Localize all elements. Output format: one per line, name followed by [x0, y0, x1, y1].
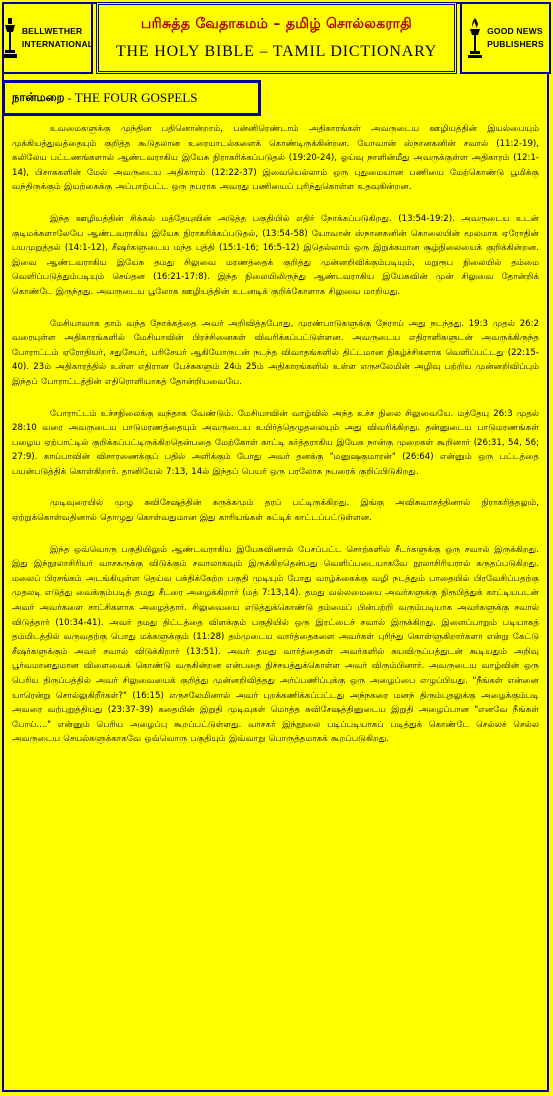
lamp-icon	[2, 16, 18, 60]
paragraph-1: உவமைகளுக்கு முந்தின பதினொன்றாம், பன்னிரெண்டாம் அதிகாரங்கள் அவருடைய ஊழியத்தின் இயல்பையும் முக்கியத்துவத்தையும் குறித்த கூடுதலான உரையாடல்களைக் கொண்டிருக்கின்றன. யோவான் ஸ்நானகனின் சவால் (11:2-19), கலிலேய பட்டணங்களால் ஆண்டவராகிய இயேசு நிராகரிக்கப்படுதல் (19:20-24), ஓய்வு நாளின்மீது அவருக்குள்ள அதிகாரம் (12:1-14), பிசாசுகளின் மேல் அவருடைய அதிகாரம் (12:22-37) இவையெல்லாம் ஒரு புதுமையான பணியை மேற்கொண்டு பூமிக்கு வந்திருக்கும் இயற்கைக்கு அப்பாற்பட்ட ஒரு நபராக அவரது பணியைப் புரிந்துகொள்ள உதவுகின்றன.	[12, 124, 539, 193]
section-title-separator: -	[67, 91, 72, 105]
paragraph-3: மேசியாவாக தாம் வந்த நோக்கத்தை அவர் அறிவித்தபோது, முரண்பாடுகளுக்கு நேராய் அது நடந்தது. 19:3 முதல் 26:2 வரையுள்ள அதிகாரங்களில் மேசியாவின் பிரச்சினைகள் விவரிக்கப்பட்டுள்ளன. அவருடைய எதிராளிகளுடன் அவருக்கிருந்த போராட்டம் ஏரோதியர், சதுசேயர், பரிசேயர் ஆகியோருடன் நடந்த விவாதங்களில் திட்டமான நிகழ்ச்சிகளாக வெளிப்பட்டது (22:15-40). 23ம் அதிகாரத்தில் உள்ள எதிரான பேச்சுகளும் 24ம் 25ம் அதிகாரங்களில் உள்ள எருசலேமின் அழிவு பற்றிய முன்னறிவிப்பும் இந்தப் போராட்டத்தின் எதிரொளியாகத் தோன்றியவையே.	[12, 318, 539, 387]
title-box	[96, 2, 457, 74]
paragraph-5: முடிவுரையில் முழு சுவிசேஷத்தின் சுருக்கமும் தரப் பட்டிருக்கிறது. இங்கு அவிசுவாசத்தினால் நிராகரித்தலும், ஏற்றுக்கொள்வதினால் தொழுது கொள்வதுமான இது காரியங்கள் சுட்டிக் காட்டப்பட்டுள்ளன.	[12, 498, 539, 524]
paragraph-2: இந்த ஊழியத்தின் சிக்கல் மத்தேயுவின் அடுத்த பகுதியில் எதிர் நோக்கப்படுகிறது. (13:54-19:2). அவருடைய உடன் குடிமக்களாலேயே ஆண்டவராகிய இயேசு நிராகரிக்கப்படுதல், (13:54-58) யோவான் ஸ்நானகனின் கொலையின் மூலமாக ஏரோதின் பயமுறுத்தல் (14:1-12), சீஷர்களுடைய மந்த புத்தி (15:1-16; 16:5-12) இதெல்லாம் ஒரு இறுக்கமான சூழ்நிலையைக் குறிக்கின்றன. இவை ஆண்டவராகிய இயேசு தமது சிலுவை மரணத்தைக் குறித்து முன்னறிவிக்கும்படியும், மறுரூப நிலையில் தம்மை வெளிப்படுத்தும்படியும் செய்தன (16:21-17:8). இந்த நிலையிலிருந்து ஆண்டவராகிய இயேசுவின் முன் சிலுவை தோன்றிக் கொண்டே இருந்தது. அவருடைய பூலோக ஊழியத்தின் உடனடிக் குறிக்கோளாக சிலுவை மாறியது.	[12, 213, 539, 297]
title-tamil: பரிசுத்த வேதாகமம் – தமிழ் சொல்லகராதி	[140, 15, 413, 32]
good-news-logo[interactable]	[460, 2, 551, 74]
paragraph-4: போராட்டம் உச்சநிலைக்கு வந்தாக வேண்டும். மேசியாவின் வாழ்வில் அந்த உச்ச நிலை சிலுவையே. மத்தேயு 26:3 முதல் 28:10 வரை அவருடைய பாடுமரணத்தையும் அவருடைய உயிர்த்தெழுதலையும் அது விவரிக்கிறது. தன்னுடைய பாடுமரணங்கள் பழைய ஏற்பாட்டில் குறிக்கப்பட்டிருக்கிறதென்பதை மேற்கோள் காட்டி கர்த்தராகிய இயேசு நான்கு முறைகள் கூறினார் (26:31, 54, 56; 27:9). காய்பாவின் விசாரணைக்குப் பதில் அளிக்கும் போது அவர் தனக்கு "மனுஷகுமாரன்" (26:64) என்னும் ஒரு பட்டத்தை பயன்படுத்திக் கொள்கிறார். தானியேல் 7:13, 14ல் இந்தப் பெயர் ஒரு பரலோக நபரைக் குறிப்பிடுகிறது.	[12, 408, 539, 477]
header	[2, 2, 551, 76]
torch-icon	[467, 16, 483, 60]
section-title-tamil: நான்மறை	[12, 90, 65, 104]
section-heading	[2, 80, 261, 116]
article-body	[12, 122, 539, 1088]
section-title-english: THE FOUR GOSPELS	[74, 90, 198, 105]
good-news-logo-text: GOOD NEWS PUBLISHERS	[487, 26, 544, 49]
bellwether-logo-text: BELLWETHER INTERNATIONAL	[21, 26, 94, 49]
bellwether-logo[interactable]	[2, 2, 93, 74]
title-english: THE HOLY BIBLE – TAMIL DICTIONARY	[115, 42, 438, 60]
paragraph-6: இந்த ஒவ்வொரு பகுதியிலும் ஆண்டவராகிய இயேசுவினால் பேசப்பட்ட சொற்களில் சீடர்களுக்கு ஒரு சவால் இருக்கிறது. இது இந்நூலாசிரியர் வாசகருக்கு விடுக்கும் சவாலாகவும் இருக்கிறதென்பது வெளிப்படையாகவே நூலாசிரியரால் கருதப்படுகிறது. மலைப் பிரசங்கம் அடங்கியுள்ள தெய்வ பக்திக்கேற்ற பகுதி முடியும் போது வாழ்க்கைக்கு வழி நடத்தும் பாதையில் பிரவேசிப்பதற்கு முதலடி எடுத்து வைக்கும்படித் தமது சீடரை அழைக்கிறார் (மத் 7:13,14). தமது வல்லமையை அவர்களுக்கு நிரூபித்துக் காட்டியபடன் அவர் அவர்களை சாட்சிகளாக அழைத்தார். சிலுவையை எடுத்துக்கொண்டு தம்மைப் பின்பற்றி வரும்படியாக அவர்களுக்கு சவால் விடுத்தார் (10:34-41). அவர் தமது திட்டத்தை விளக்கும் பகுதியில் ஒரு இரட்டைச் சவால் இருக்கிறது. இளைப்பாறும் படியாகத் தம்மிடத்தில் வருவதற்கு பொது மக்களுக்கும் (11:28) தம்முடைய வார்த்தைகளை அவர்கள் புரிந்து கொள்ளுகிறார்களா என்று கேட்டு சீஷர்களுக்கும் அவர் சவால் விடுக்கிறார் (13:51). அவர் தமது வார்த்தைகள் அவர்களில் சுயவிருப்பத்துடன் கூடியதும் அறிவு பூர்வமானதுமான விளைவைக் கொண்டு வருகின்றன என்பதை நிச்சயத்துக்கொள்ள அவர் விரும்பினார். அவருடைய வாழ்வின் ஒரு பெரிய திருப்பத்தில் அவர் சிலுவையைக் குறித்து முன்னறிவித்தது அர்ப்பணிப்புக்கு ஒரு அழைப்பை எழுப்பியது. "நீங்கள் என்னை யாரென்று சொல்லுகிறீர்கள்?" (16:15) எருசலேமினால் அவர் புறக்கணிக்கப்பட்டது அந்நகரை மனந் திரும்புதலுக்கு அழைக்கும்படி அவரை வற்புறுத்தியது (23:37-39) கதையின் இறுதி முடிவுகள் மொத்த சுவிசேஷத்தினுடைய இறுதி அழைப்பான "எனவே நீங்கள் போய்...." என்னும் பெரிய அழைப்பு கூறப்பட்டுள்ளது. வாசகர் இந்நூலை படிப்படியாகப் படித்துக் கொண்டே செல்லச் செல்ல அவருடைய செயல்களுக்காகவே ஒவ்வொரு பகுதியும் இவ்வாறு பொருத்தமாகக் கூறப்படுகிறது.	[12, 544, 539, 745]
